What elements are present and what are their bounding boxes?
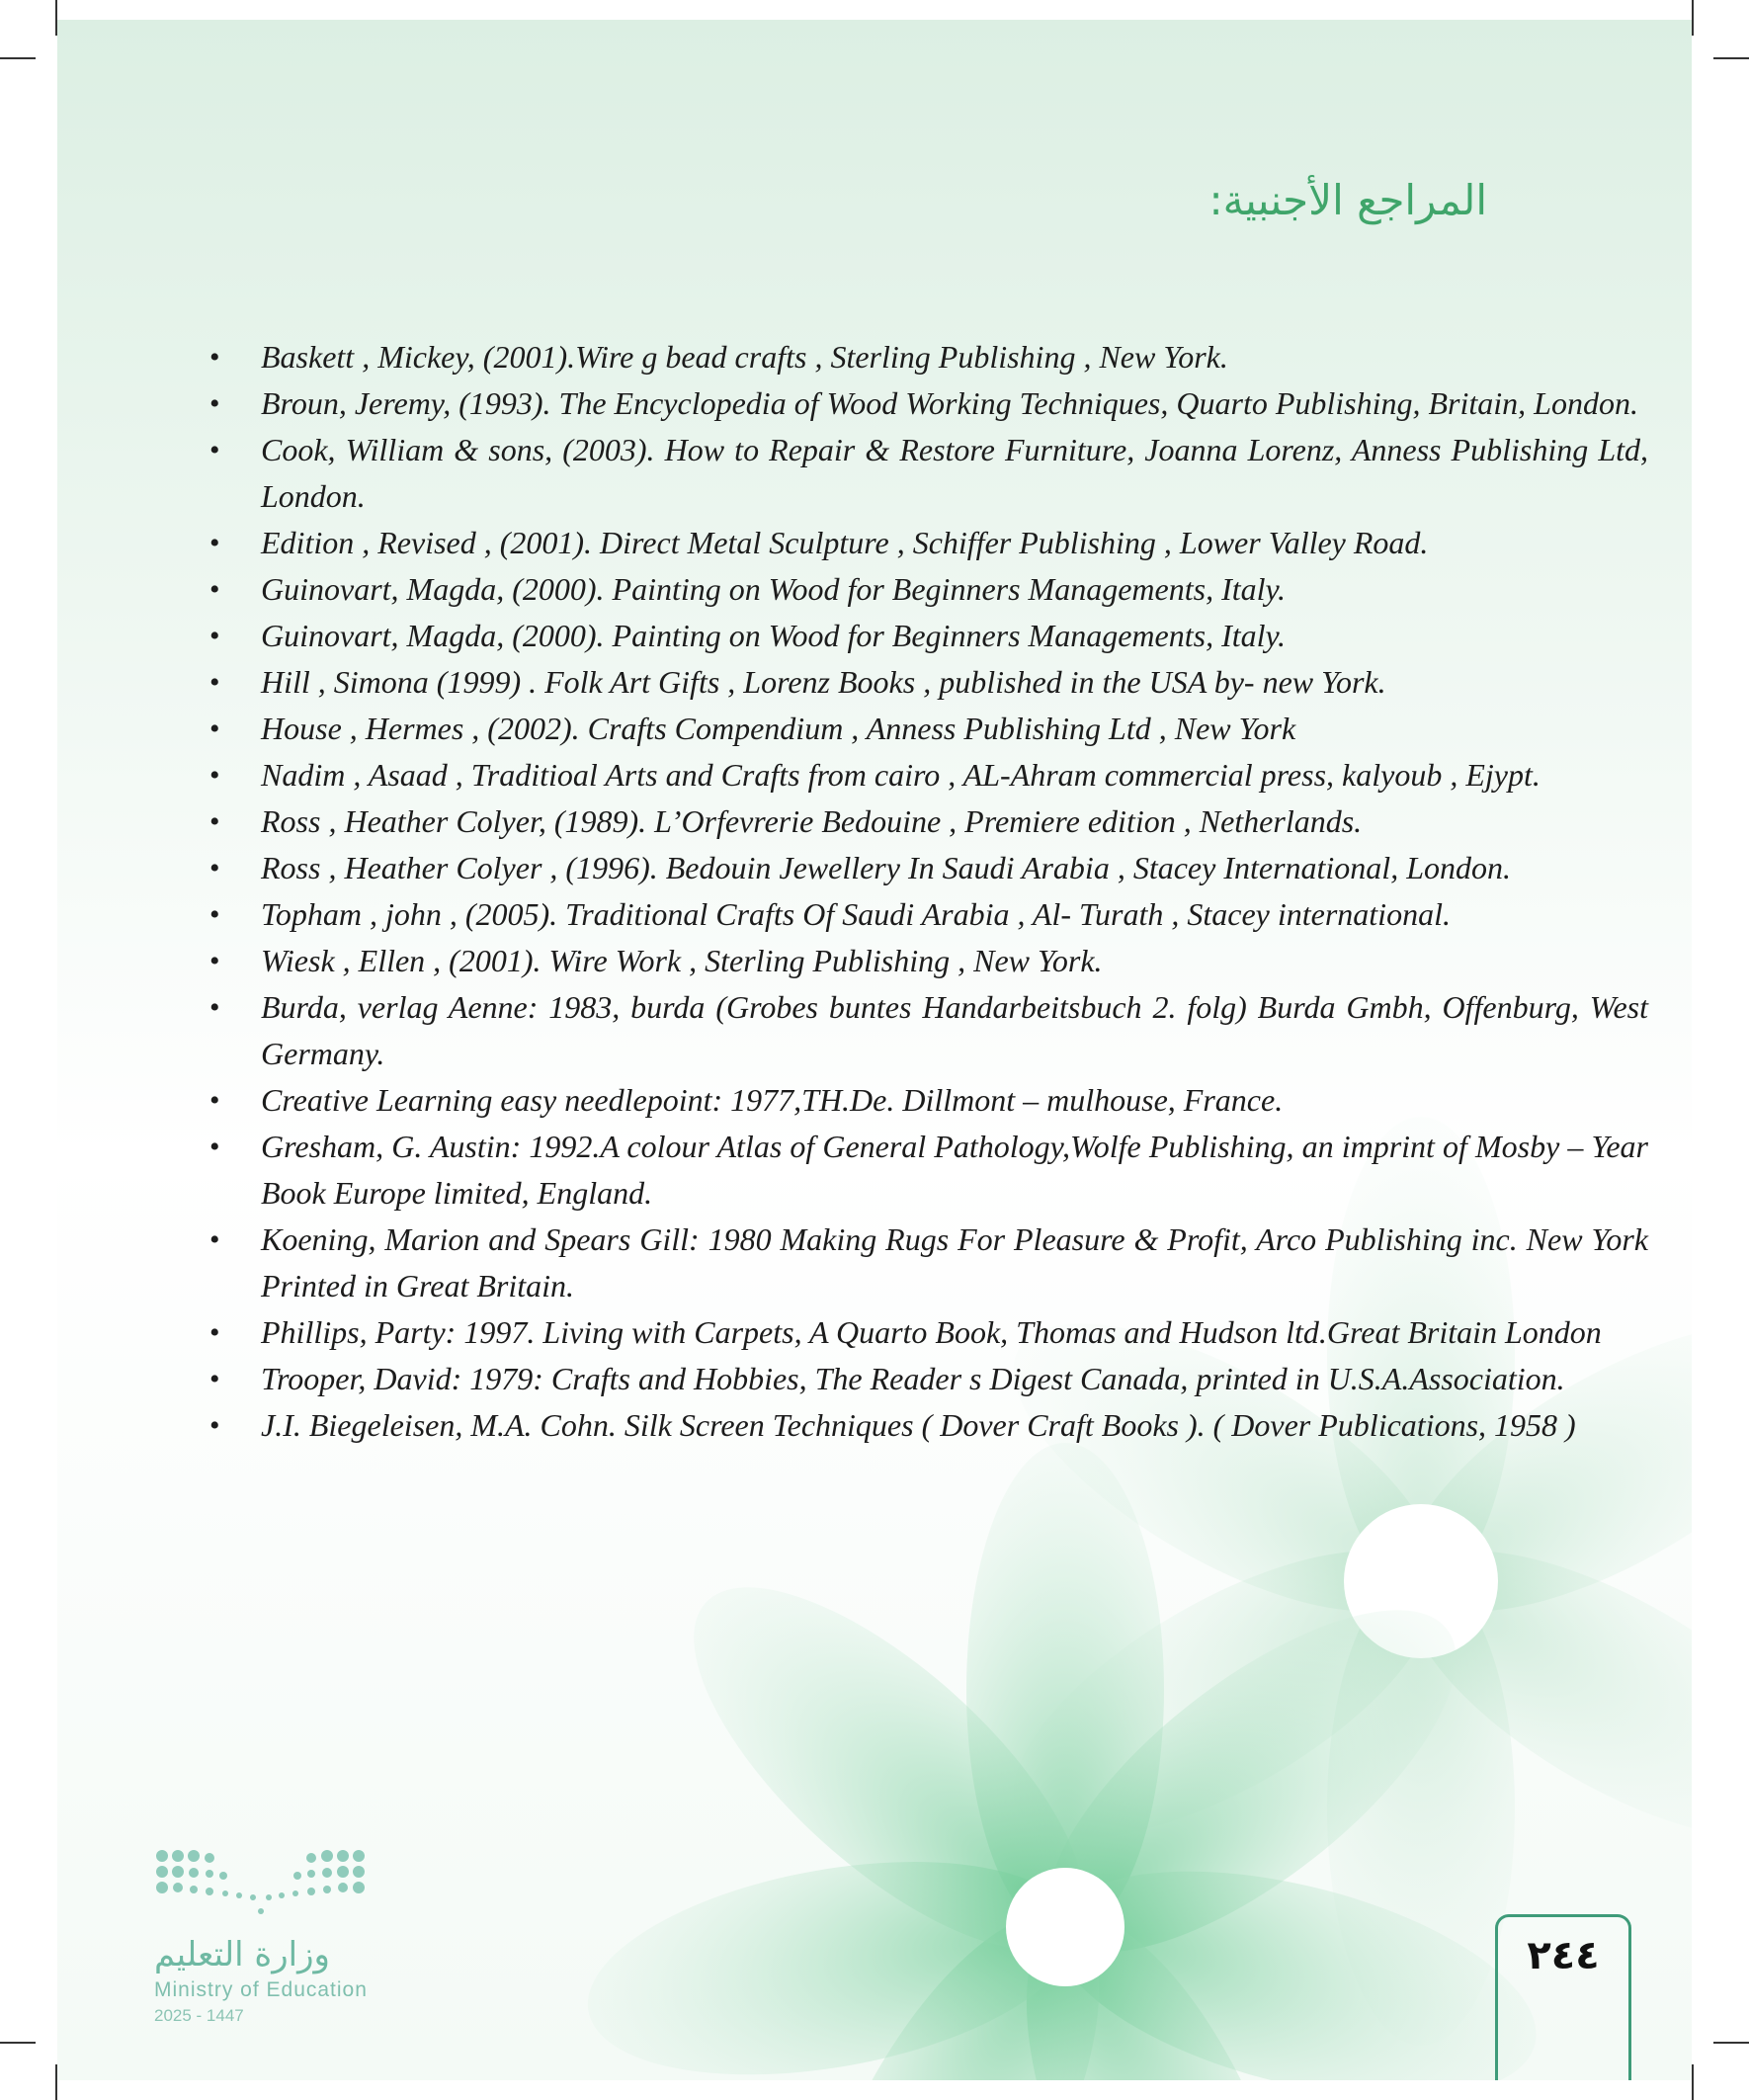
reference-item: • Gresham, G. Austin: 1992.A colour Atlas of General Pathology,Wolfe Publishing, an imprint of Mosby – Year Book Europe limited, England. [204,1124,1648,1217]
page-number: ٢٤٤ [1527,1933,1600,1978]
crop-mark [0,57,36,59]
reference-item: • Topham , john , (2005). Traditional Crafts Of Saudi Arabia , Al- Turath , Stacey international. [204,891,1648,938]
reference-item: • Baskett , Mickey, (2001).Wire g bead crafts , Sterling Publishing , New York. [204,334,1648,380]
ministry-name-english: Ministry of Education [154,1978,368,2001]
ministry-year: 2025 - 1447 [154,2006,244,2025]
reference-item: • Phillips, Party: 1997. Living with Carpets, A Quarto Book, Thomas and Hudson ltd.Great Britain London [204,1309,1648,1356]
page-title: المراجع الأجنبية: [1208,176,1487,224]
reference-item: • Burda, verlag Aenne: 1983, burda (Grobes buntes Handarbeitsbuch 2. folg) Burda Gmbh, Offenburg, West Germany. [204,984,1648,1077]
crop-mark [1713,57,1749,59]
crop-mark [1692,0,1694,36]
reference-list [204,334,1648,1449]
reference-item: • House , Hermes , (2002). Crafts Compendium , Anness Publishing Ltd , New York [204,706,1648,752]
reference-item: • Guinovart, Magda, (2000). Painting on Wood for Beginners Managements, Italy. [204,566,1648,613]
reference-item: • Hill , Simona (1999) . Folk Art Gifts , Lorenz Books , published in the USA by- new York. [204,659,1648,706]
reference-item: • Cook, William & sons, (2003). How to Repair & Restore Furniture, Joanna Lorenz, Anness Publishing Ltd, London. [204,427,1648,520]
reference-item: • Guinovart, Magda, (2000). Painting on Wood for Beginners Managements, Italy. [204,613,1648,659]
reference-item: • Nadim , Asaad , Traditioal Arts and Crafts from cairo , AL-Ahram commercial press, kalyoub , Ejypt. [204,752,1648,798]
reference-item: • Koening, Marion and Spears Gill: 1980 Making Rugs For Pleasure & Profit, Arco Publishing inc. New York Printed in Great Britain. [204,1217,1648,1309]
reference-item: • Broun, Jeremy, (1993). The Encyclopedia of Wood Working Techniques, Quarto Publishing, Britain, London. [204,380,1648,427]
reference-item: • Creative Learning easy needlepoint: 1977,TH.De. Dillmont – mulhouse, France. [204,1077,1648,1124]
ministry-logo-icon [154,1846,367,1925]
page-number-frame [1495,1914,1631,2080]
ministry-name-arabic: وزارة التعليم [154,1935,330,1974]
reference-item: • Edition , Revised , (2001). Direct Metal Sculpture , Schiffer Publishing , Lower Valley Road. [204,520,1648,566]
crop-mark [1713,2042,1749,2044]
page [57,20,1692,2080]
reference-item: • Ross , Heather Colyer , (1996). Bedouin Jewellery In Saudi Arabia , Stacey International, London. [204,845,1648,891]
reference-item: • Ross , Heather Colyer, (1989). L’Orfevrerie Bedouine , Premiere edition , Netherlands. [204,798,1648,845]
crop-mark [0,2042,36,2044]
reference-item: • Trooper, David: 1979: Crafts and Hobbies, The Reader s Digest Canada, printed in U.S.A.Association. [204,1356,1648,1402]
reference-item: • J.I. Biegeleisen, M.A. Cohn. Silk Screen Techniques ( Dover Craft Books ). ( Dover Publications, 1958 ) [204,1402,1648,1449]
crop-mark [1692,2064,1694,2100]
reference-item: • Wiesk , Ellen , (2001). Wire Work , Sterling Publishing , New York. [204,938,1648,984]
